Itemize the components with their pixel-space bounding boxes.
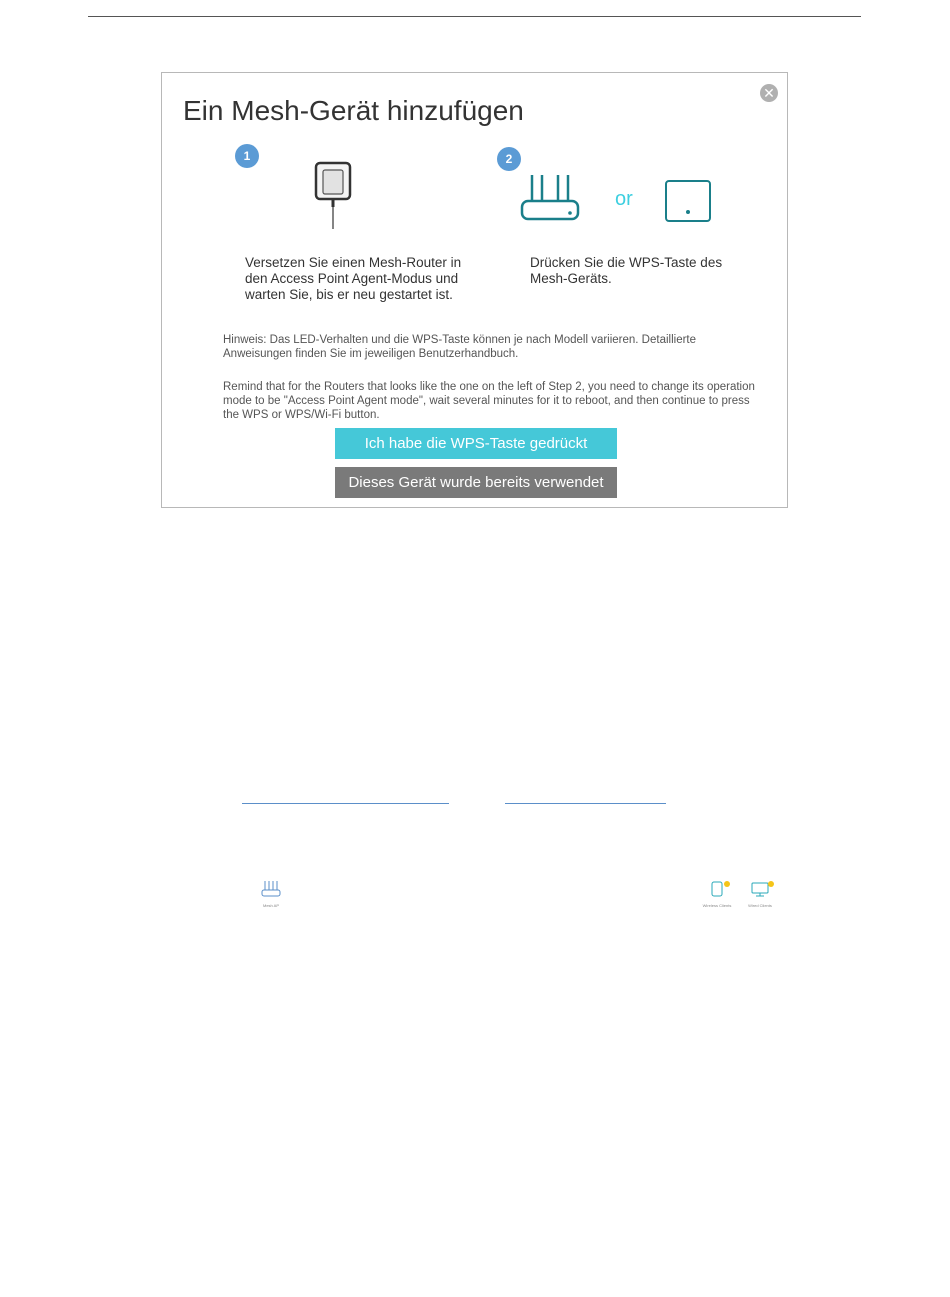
- close-icon[interactable]: ✕: [760, 84, 778, 102]
- wireless-status-dot: [724, 881, 730, 887]
- mesh-ap-label: Mesh AP: [262, 903, 279, 908]
- top-divider: [88, 16, 861, 17]
- hint-text: Hinweis: Das LED-Verhalten und die WPS-Taste können je nach Modell variieren. Detaillierte Anweisungen finden Sie im jeweiligen Benutzerhandbuch.: [223, 334, 697, 360]
- add-mesh-device-dialog: [161, 72, 788, 508]
- step-2-badge: 2: [497, 147, 521, 171]
- remind-text: Remind that for the Routers that looks like the one on the left of Step 2, you need to change its operation mode to be "Access Point Agent mode", wait several minutes for it to reboot, and then continue to press the WPS or WPS/Wi-Fi button.: [223, 381, 755, 421]
- mesh-satellite-icon: [664, 179, 712, 225]
- wired-clients-node[interactable]: [745, 880, 775, 908]
- step-2-text: Drücken Sie die WPS-Taste des Mesh-Geräts.: [530, 255, 723, 286]
- router-mini-icon: [260, 880, 282, 898]
- link-line-right: [505, 803, 666, 804]
- monitor-mini-icon: [750, 880, 770, 898]
- wireless-clients-label: Wireless Clients: [702, 903, 732, 908]
- step-1-text: Versetzen Sie einen Mesh-Router in den Access Point Agent-Modus und warten Sie, bis er neu gestartet ist.: [245, 255, 462, 302]
- wired-clients-label: Wired Clients: [748, 903, 772, 908]
- device-already-used-button[interactable]: Dieses Gerät wurde bereits verwendet: [335, 467, 617, 498]
- router-icon: [518, 173, 582, 225]
- link-line-left: [242, 803, 449, 804]
- or-label: or: [615, 188, 633, 210]
- mesh-ap-node[interactable]: [258, 880, 284, 908]
- step-1-badge: 1: [235, 144, 259, 168]
- dialog-title: Ein Mesh-Gerät hinzufügen: [183, 95, 524, 126]
- wireless-clients-node[interactable]: [702, 880, 732, 908]
- wired-status-dot: [768, 881, 774, 887]
- power-adapter-icon: [314, 161, 354, 231]
- wps-pressed-button[interactable]: Ich habe die WPS-Taste gedrückt: [335, 428, 617, 459]
